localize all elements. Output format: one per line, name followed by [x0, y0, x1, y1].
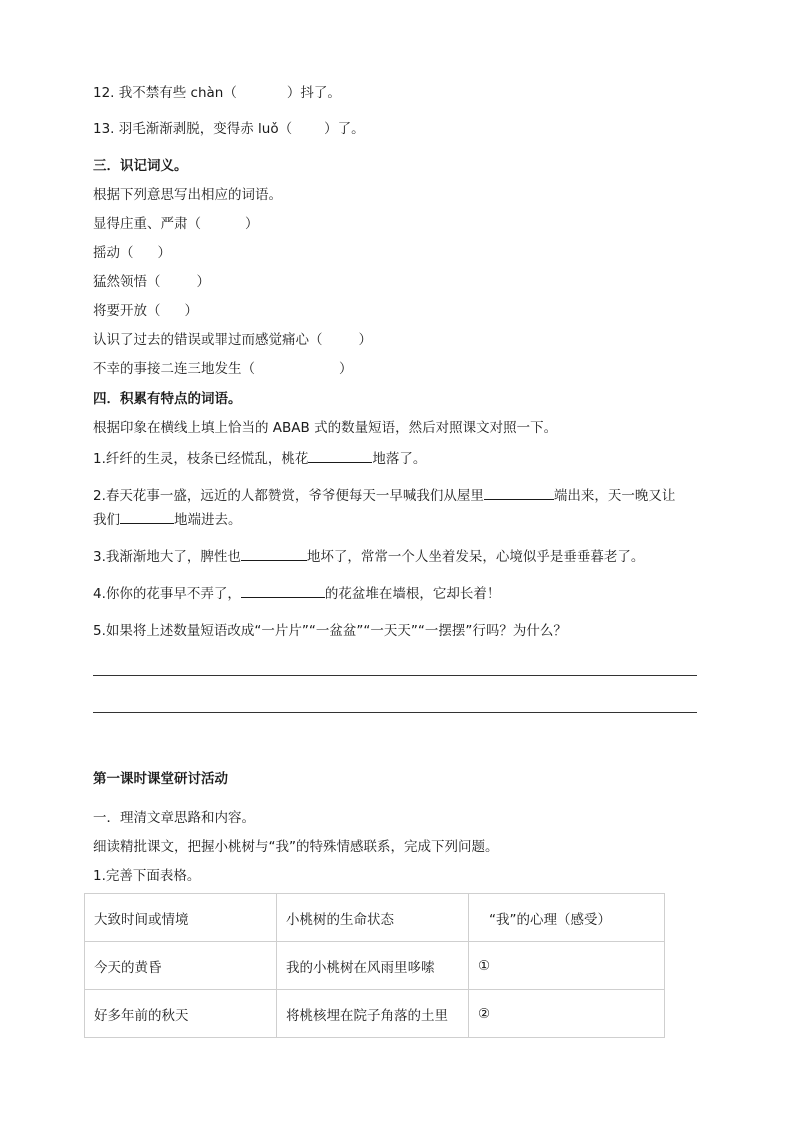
- vocab-item: [93, 360, 353, 378]
- table-cell: 今天的黄昏: [85, 942, 277, 990]
- table-header: 大致时间或情境: [85, 894, 277, 942]
- vocab-item: [93, 215, 259, 233]
- fill-question-2-cont: [93, 510, 242, 529]
- fill-blank[interactable]: [241, 547, 307, 561]
- fill-question-end: 地坏了，常常一个人坐着发呆，心境似乎是垂垂暮老了。: [306, 549, 645, 565]
- section3-instruction: 根据下列意思写出相应的词语。: [93, 187, 282, 203]
- vocab-item: [93, 273, 210, 291]
- fill-question-text: 1.纤纤的生灵，枝条已经慌乱，桃花: [93, 451, 309, 467]
- fill-question-5: 5.如果将上述数量短语改成“一片片”“一盆盆”“一天天”“一摆摆”行吗？为什么？: [93, 623, 567, 639]
- fill-question-mid: 端出来，天一晚又让: [553, 488, 676, 504]
- answer-line[interactable]: [93, 675, 697, 676]
- fill-question-text: 我们: [93, 512, 120, 528]
- fill-question-text: 3.我渐渐地大了，脾性也: [93, 549, 241, 565]
- table-cell: 将桃核埋在院子角落的土里: [277, 990, 469, 1038]
- fill-blank[interactable]: [120, 510, 174, 524]
- table-header: 小桃树的生命状态: [277, 894, 469, 942]
- table-header-row: [85, 894, 665, 942]
- question-13-text: 13. 羽毛渐渐剥脱，变得赤 luǒ（: [93, 121, 293, 137]
- table-answer-cell[interactable]: ①: [469, 942, 665, 990]
- fill-blank[interactable]: [484, 486, 554, 500]
- section4-heading: 四．积累有特点的词语。: [93, 391, 242, 407]
- vocab-item-text: 认识了过去的错误或罪过而感觉痛心（: [93, 332, 323, 348]
- vocab-item-end: ）: [245, 216, 259, 232]
- table-cell: 好多年前的秋天: [85, 990, 277, 1038]
- vocab-item: [93, 302, 198, 320]
- vocab-item-end: ）: [358, 332, 372, 348]
- activity-instruction: 细读精批课文，把握小桃树与“我”的特殊情感联系，完成下列问题。: [93, 839, 499, 855]
- question-13: [93, 120, 365, 138]
- fill-question-4: [93, 584, 500, 603]
- table-header: “我”的心理（感受）: [469, 894, 665, 942]
- question-13-end: ）了。: [324, 121, 365, 137]
- fill-question-text: 4.你你的花事早不弄了，: [93, 586, 241, 602]
- fill-question-end: 的花盆堆在墙根，它却长着！: [324, 586, 501, 602]
- vocab-item: [93, 244, 171, 262]
- vocab-item-end: ）: [184, 303, 198, 319]
- activity-task: 1.完善下面表格。: [93, 868, 201, 884]
- fill-blank[interactable]: [241, 584, 325, 598]
- vocab-item-end: ）: [339, 361, 353, 377]
- section4-instruction: 根据印象在横线上填上恰当的 ABAB 式的数量短语，然后对照课文对照一下。: [93, 420, 558, 436]
- vocab-item: [93, 331, 372, 349]
- question-12-text: 12. 我不禁有些 chàn（: [93, 85, 237, 101]
- fill-blank[interactable]: [308, 449, 372, 463]
- fill-question-text: 2.春天花事一盛，远近的人都赞赏，爷爷便每天一早喊我们从屋里: [93, 488, 484, 504]
- fill-question-3: [93, 547, 644, 566]
- question-12: [93, 84, 341, 102]
- vocab-item-text: 猛然领悟（: [93, 274, 161, 290]
- section3-heading: 三．识记词义。: [93, 158, 188, 174]
- table-cell: 我的小桃树在风雨里哆嗦: [277, 942, 469, 990]
- vocab-item-text: 不幸的事接二连三地发生（: [93, 361, 255, 377]
- fill-question-2: [93, 486, 675, 505]
- vocab-item-end: ）: [196, 274, 210, 290]
- fill-question-end: 地落了。: [372, 451, 427, 467]
- table-row: [85, 942, 665, 990]
- table-answer-cell[interactable]: ②: [469, 990, 665, 1038]
- activity-subheading: 一．理清文章思路和内容。: [93, 810, 255, 826]
- feeling-table: [84, 893, 665, 1038]
- vocab-item-text: 将要开放（: [93, 303, 161, 319]
- vocab-item-text: 显得庄重、严肃（: [93, 216, 201, 232]
- vocab-item-text: 摇动（: [93, 245, 134, 261]
- fill-question-end: 地端进去。: [174, 512, 242, 528]
- fill-question-1: [93, 449, 426, 468]
- question-12-end: ）抖了。: [286, 85, 341, 101]
- activity-title: 第一课时课堂研讨活动: [93, 771, 228, 787]
- answer-line[interactable]: [93, 712, 697, 713]
- vocab-item-end: ）: [157, 245, 171, 261]
- table-row: [85, 990, 665, 1038]
